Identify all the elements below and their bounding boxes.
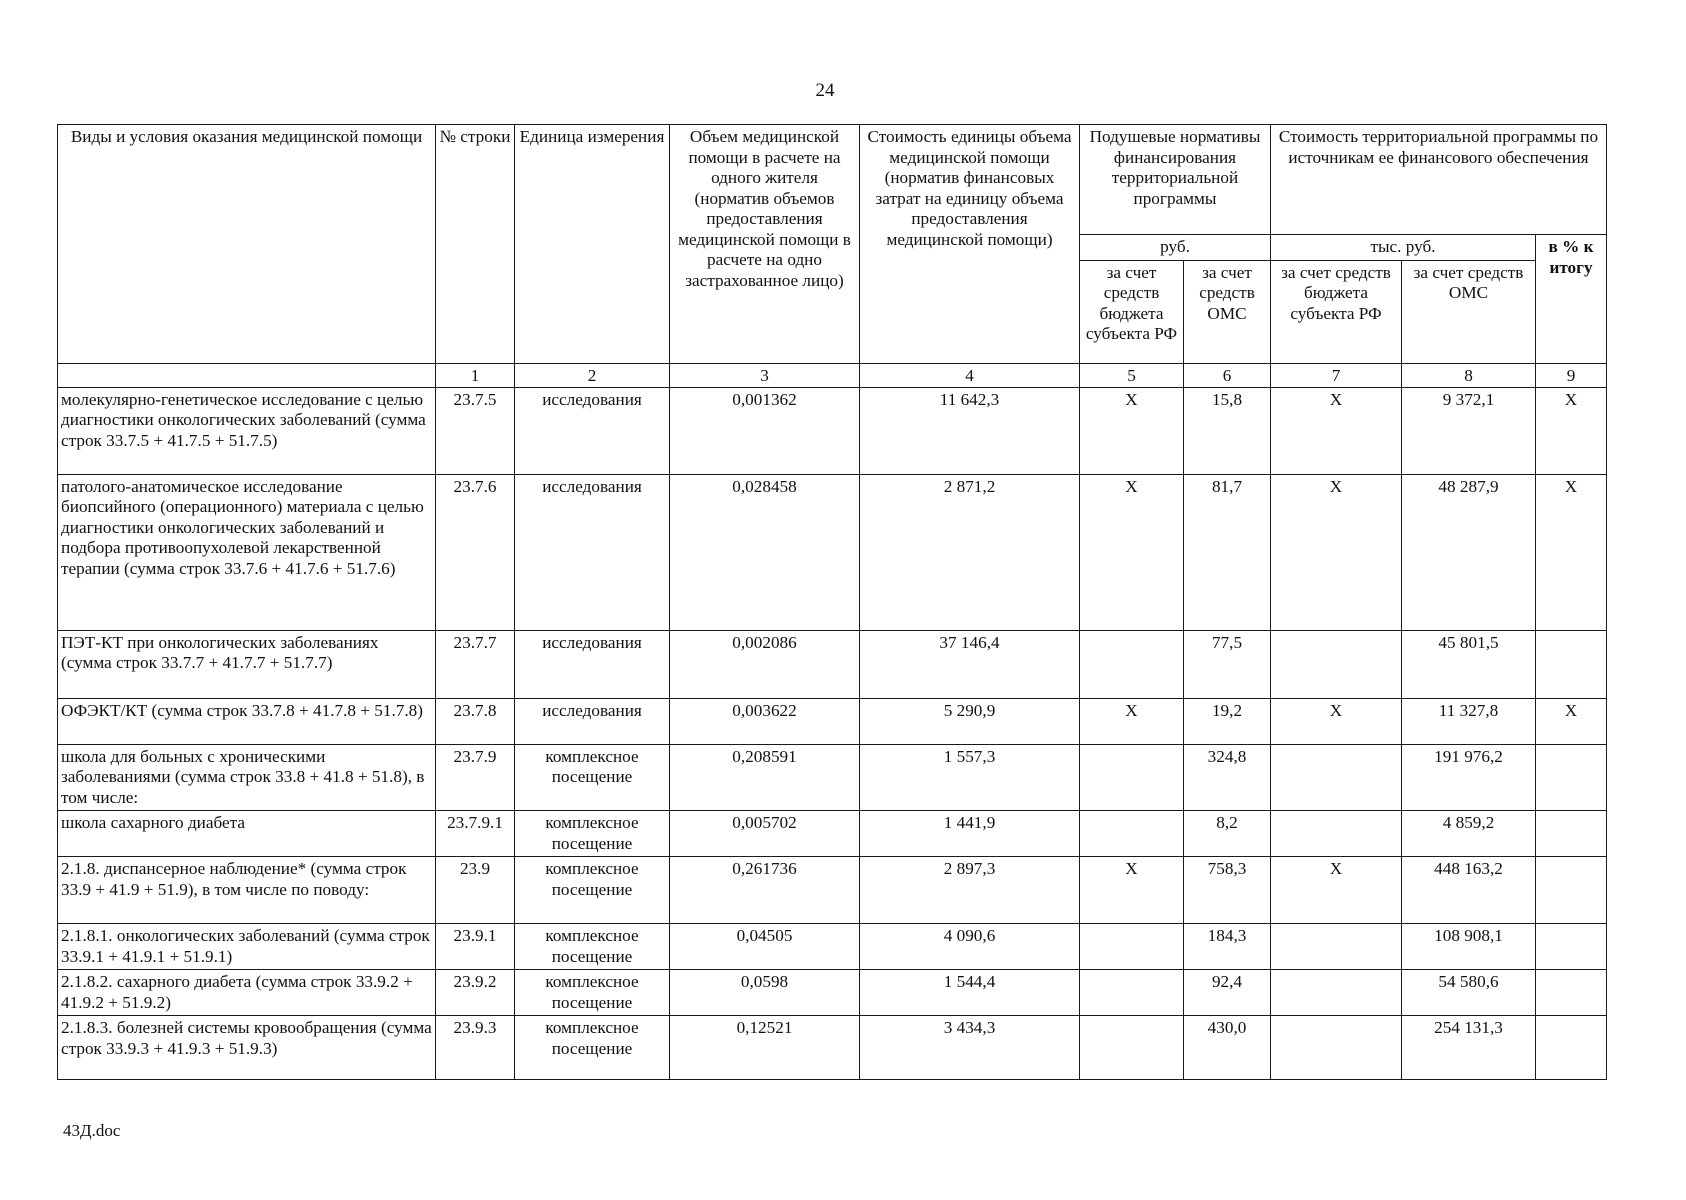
row-name: школа для больных с хроническими заболеваниями (сумма строк 33.8 + 41.8 + 51.8), в том числе:: [58, 744, 436, 811]
row-budget-rf-thousand: X: [1271, 857, 1402, 924]
row-line-no: 23.7.6: [436, 474, 515, 630]
row-budget-rf-thousand: [1271, 970, 1402, 1016]
row-name: молекулярно-генетическое исследование с целью диагностики онкологических заболеваний (сумма строк 33.7.5 + 41.7.5 + 51.7.5): [58, 387, 436, 474]
row-name: 2.1.8.3. болезней системы кровообращения (сумма строк 33.9.3 + 41.9.3 + 51.9.3): [58, 1016, 436, 1080]
row-volume: 0,12521: [670, 1016, 860, 1080]
row-line-no: 23.9.1: [436, 924, 515, 970]
table-row: [58, 1016, 1607, 1080]
row-budget-rf-rub: [1080, 811, 1184, 857]
row-budget-rf-rub: X: [1080, 474, 1184, 630]
row-pct-total: [1536, 744, 1607, 811]
row-unit-cost: 1 441,9: [860, 811, 1080, 857]
row-oms-thousand: 11 327,8: [1402, 698, 1536, 744]
row-unit-cost: 11 642,3: [860, 387, 1080, 474]
row-unit: исследования: [515, 698, 670, 744]
col-number-4: 4: [860, 363, 1080, 387]
row-unit: исследования: [515, 387, 670, 474]
row-budget-rf-rub: [1080, 744, 1184, 811]
row-volume: 0,001362: [670, 387, 860, 474]
row-budget-rf-rub: X: [1080, 857, 1184, 924]
row-oms-thousand: 45 801,5: [1402, 630, 1536, 698]
row-budget-rf-thousand: [1271, 1016, 1402, 1080]
row-pct-total: [1536, 857, 1607, 924]
header-oms-thousand: за счет средств ОМС: [1402, 260, 1536, 363]
row-oms-rub: 758,3: [1184, 857, 1271, 924]
row-oms-rub: 15,8: [1184, 387, 1271, 474]
row-pct-total: X: [1536, 698, 1607, 744]
row-unit: комплексное посещение: [515, 1016, 670, 1080]
row-oms-rub: 430,0: [1184, 1016, 1271, 1080]
row-unit: комплексное посещение: [515, 744, 670, 811]
row-unit-cost: 3 434,3: [860, 1016, 1080, 1080]
table-row: [58, 811, 1607, 857]
row-oms-thousand: 254 131,3: [1402, 1016, 1536, 1080]
header-types: Виды и условия оказания медицинской помощи: [58, 125, 436, 364]
row-line-no: 23.7.5: [436, 387, 515, 474]
table-row: [58, 970, 1607, 1016]
row-pct-total: [1536, 630, 1607, 698]
col-number-2: 2: [515, 363, 670, 387]
row-volume: 0,003622: [670, 698, 860, 744]
row-line-no: 23.9.3: [436, 1016, 515, 1080]
funding-table: [57, 124, 1607, 1080]
row-name: 2.1.8.2. сахарного диабета (сумма строк 33.9.2 + 41.9.2 + 51.9.2): [58, 970, 436, 1016]
row-volume: 0,261736: [670, 857, 860, 924]
row-budget-rf-rub: [1080, 970, 1184, 1016]
row-oms-thousand: 9 372,1: [1402, 387, 1536, 474]
table-row: [58, 744, 1607, 811]
row-pct-total: [1536, 1016, 1607, 1080]
row-pct-total: [1536, 970, 1607, 1016]
row-oms-thousand: 4 859,2: [1402, 811, 1536, 857]
row-name: патолого-анатомическое исследование биопсийного (операционного) материала с целью диагностики онкологических заболеваний и подбора противоопухолевой лекарственной терапии (сумма строк 33.7.6 + 41.7.6 + 51.7.6): [58, 474, 436, 630]
row-name: 2.1.8. диспансерное наблюдение* (сумма строк 33.9 + 41.9 + 51.9), в том числе по поводу:: [58, 857, 436, 924]
row-line-no: 23.9.2: [436, 970, 515, 1016]
row-oms-thousand: 191 976,2: [1402, 744, 1536, 811]
row-unit: исследования: [515, 474, 670, 630]
row-unit: комплексное посещение: [515, 811, 670, 857]
row-pct-total: [1536, 811, 1607, 857]
header-unit-cost: Стоимость единицы объема медицинской помощи (норматив финансовых затрат на единицу объема предоставления медицинской помощи): [860, 125, 1080, 364]
row-name: ПЭТ-КТ при онкологических заболеваниях (сумма строк 33.7.7 + 41.7.7 + 51.7.7): [58, 630, 436, 698]
row-oms-rub: 19,2: [1184, 698, 1271, 744]
row-budget-rf-thousand: X: [1271, 474, 1402, 630]
row-oms-thousand: 48 287,9: [1402, 474, 1536, 630]
header-unit: Единица измерения: [515, 125, 670, 364]
row-budget-rf-rub: X: [1080, 387, 1184, 474]
row-unit-cost: 2 871,2: [860, 474, 1080, 630]
row-oms-thousand: 108 908,1: [1402, 924, 1536, 970]
table-row: [58, 387, 1607, 474]
row-unit-cost: 1 557,3: [860, 744, 1080, 811]
row-name: школа сахарного диабета: [58, 811, 436, 857]
row-oms-rub: 77,5: [1184, 630, 1271, 698]
row-line-no: 23.7.9.1: [436, 811, 515, 857]
row-volume: 0,005702: [670, 811, 860, 857]
row-unit-cost: 5 290,9: [860, 698, 1080, 744]
row-unit-cost: 4 090,6: [860, 924, 1080, 970]
row-volume: 0,04505: [670, 924, 860, 970]
table-row: [58, 924, 1607, 970]
header-pct-total: в % к итогу: [1536, 235, 1607, 364]
table-row: [58, 474, 1607, 630]
col-number-1: 1: [436, 363, 515, 387]
row-line-no: 23.9: [436, 857, 515, 924]
row-budget-rf-rub: [1080, 630, 1184, 698]
row-line-no: 23.7.9: [436, 744, 515, 811]
header-per-capita: Подушевые нормативы финансирования территориальной программы: [1080, 125, 1271, 235]
row-budget-rf-thousand: [1271, 630, 1402, 698]
table-row: [58, 857, 1607, 924]
col-number-9: 9: [1536, 363, 1607, 387]
col-number-0: [58, 363, 436, 387]
row-budget-rf-thousand: [1271, 811, 1402, 857]
col-number-7: 7: [1271, 363, 1402, 387]
row-oms-rub: 324,8: [1184, 744, 1271, 811]
row-pct-total: [1536, 924, 1607, 970]
row-volume: 0,0598: [670, 970, 860, 1016]
page-number: 24: [815, 80, 835, 101]
row-oms-thousand: 448 163,2: [1402, 857, 1536, 924]
row-oms-rub: 184,3: [1184, 924, 1271, 970]
row-budget-rf-thousand: [1271, 744, 1402, 811]
row-volume: 0,208591: [670, 744, 860, 811]
row-line-no: 23.7.8: [436, 698, 515, 744]
header-volume: Объем медицинской помощи в расчете на одного жителя (норматив объемов предоставления медицинской помощи в расчете на одно застрахованное лицо): [670, 125, 860, 364]
table-row: [58, 698, 1607, 744]
row-oms-rub: 8,2: [1184, 811, 1271, 857]
header-oms-rub: за счет средств ОМС: [1184, 260, 1271, 363]
header-thousand-rub: тыс. руб.: [1271, 235, 1536, 261]
col-number-5: 5: [1080, 363, 1184, 387]
row-unit: исследования: [515, 630, 670, 698]
header-program-cost: Стоимость территориальной программы по источникам ее финансового обеспечения: [1271, 125, 1607, 235]
col-number-3: 3: [670, 363, 860, 387]
header-line-no: № строки: [436, 125, 515, 364]
row-unit: комплексное посещение: [515, 857, 670, 924]
row-budget-rf-thousand: X: [1271, 387, 1402, 474]
row-unit-cost: 2 897,3: [860, 857, 1080, 924]
col-number-8: 8: [1402, 363, 1536, 387]
row-name: 2.1.8.1. онкологических заболеваний (сумма строк 33.9.1 + 41.9.1 + 51.9.1): [58, 924, 436, 970]
row-unit-cost: 1 544,4: [860, 970, 1080, 1016]
row-budget-rf-rub: [1080, 1016, 1184, 1080]
table-row: [58, 630, 1607, 698]
row-unit: комплексное посещение: [515, 924, 670, 970]
row-unit-cost: 37 146,4: [860, 630, 1080, 698]
row-budget-rf-rub: X: [1080, 698, 1184, 744]
row-pct-total: X: [1536, 474, 1607, 630]
row-budget-rf-rub: [1080, 924, 1184, 970]
header-rub: руб.: [1080, 235, 1271, 261]
row-oms-rub: 81,7: [1184, 474, 1271, 630]
header-budget-rf-thousand: за счет средств бюджета субъекта РФ: [1271, 260, 1402, 363]
row-oms-rub: 92,4: [1184, 970, 1271, 1016]
row-unit: комплексное посещение: [515, 970, 670, 1016]
row-volume: 0,002086: [670, 630, 860, 698]
col-number-6: 6: [1184, 363, 1271, 387]
row-budget-rf-thousand: [1271, 924, 1402, 970]
footer-file-name: 43Д.doc: [63, 1121, 121, 1140]
header-budget-rf-rub: за счет средств бюджета субъекта РФ: [1080, 260, 1184, 363]
row-budget-rf-thousand: X: [1271, 698, 1402, 744]
row-name: ОФЭКТ/КТ (сумма строк 33.7.8 + 41.7.8 + 51.7.8): [58, 698, 436, 744]
row-oms-thousand: 54 580,6: [1402, 970, 1536, 1016]
row-volume: 0,028458: [670, 474, 860, 630]
row-pct-total: X: [1536, 387, 1607, 474]
row-line-no: 23.7.7: [436, 630, 515, 698]
